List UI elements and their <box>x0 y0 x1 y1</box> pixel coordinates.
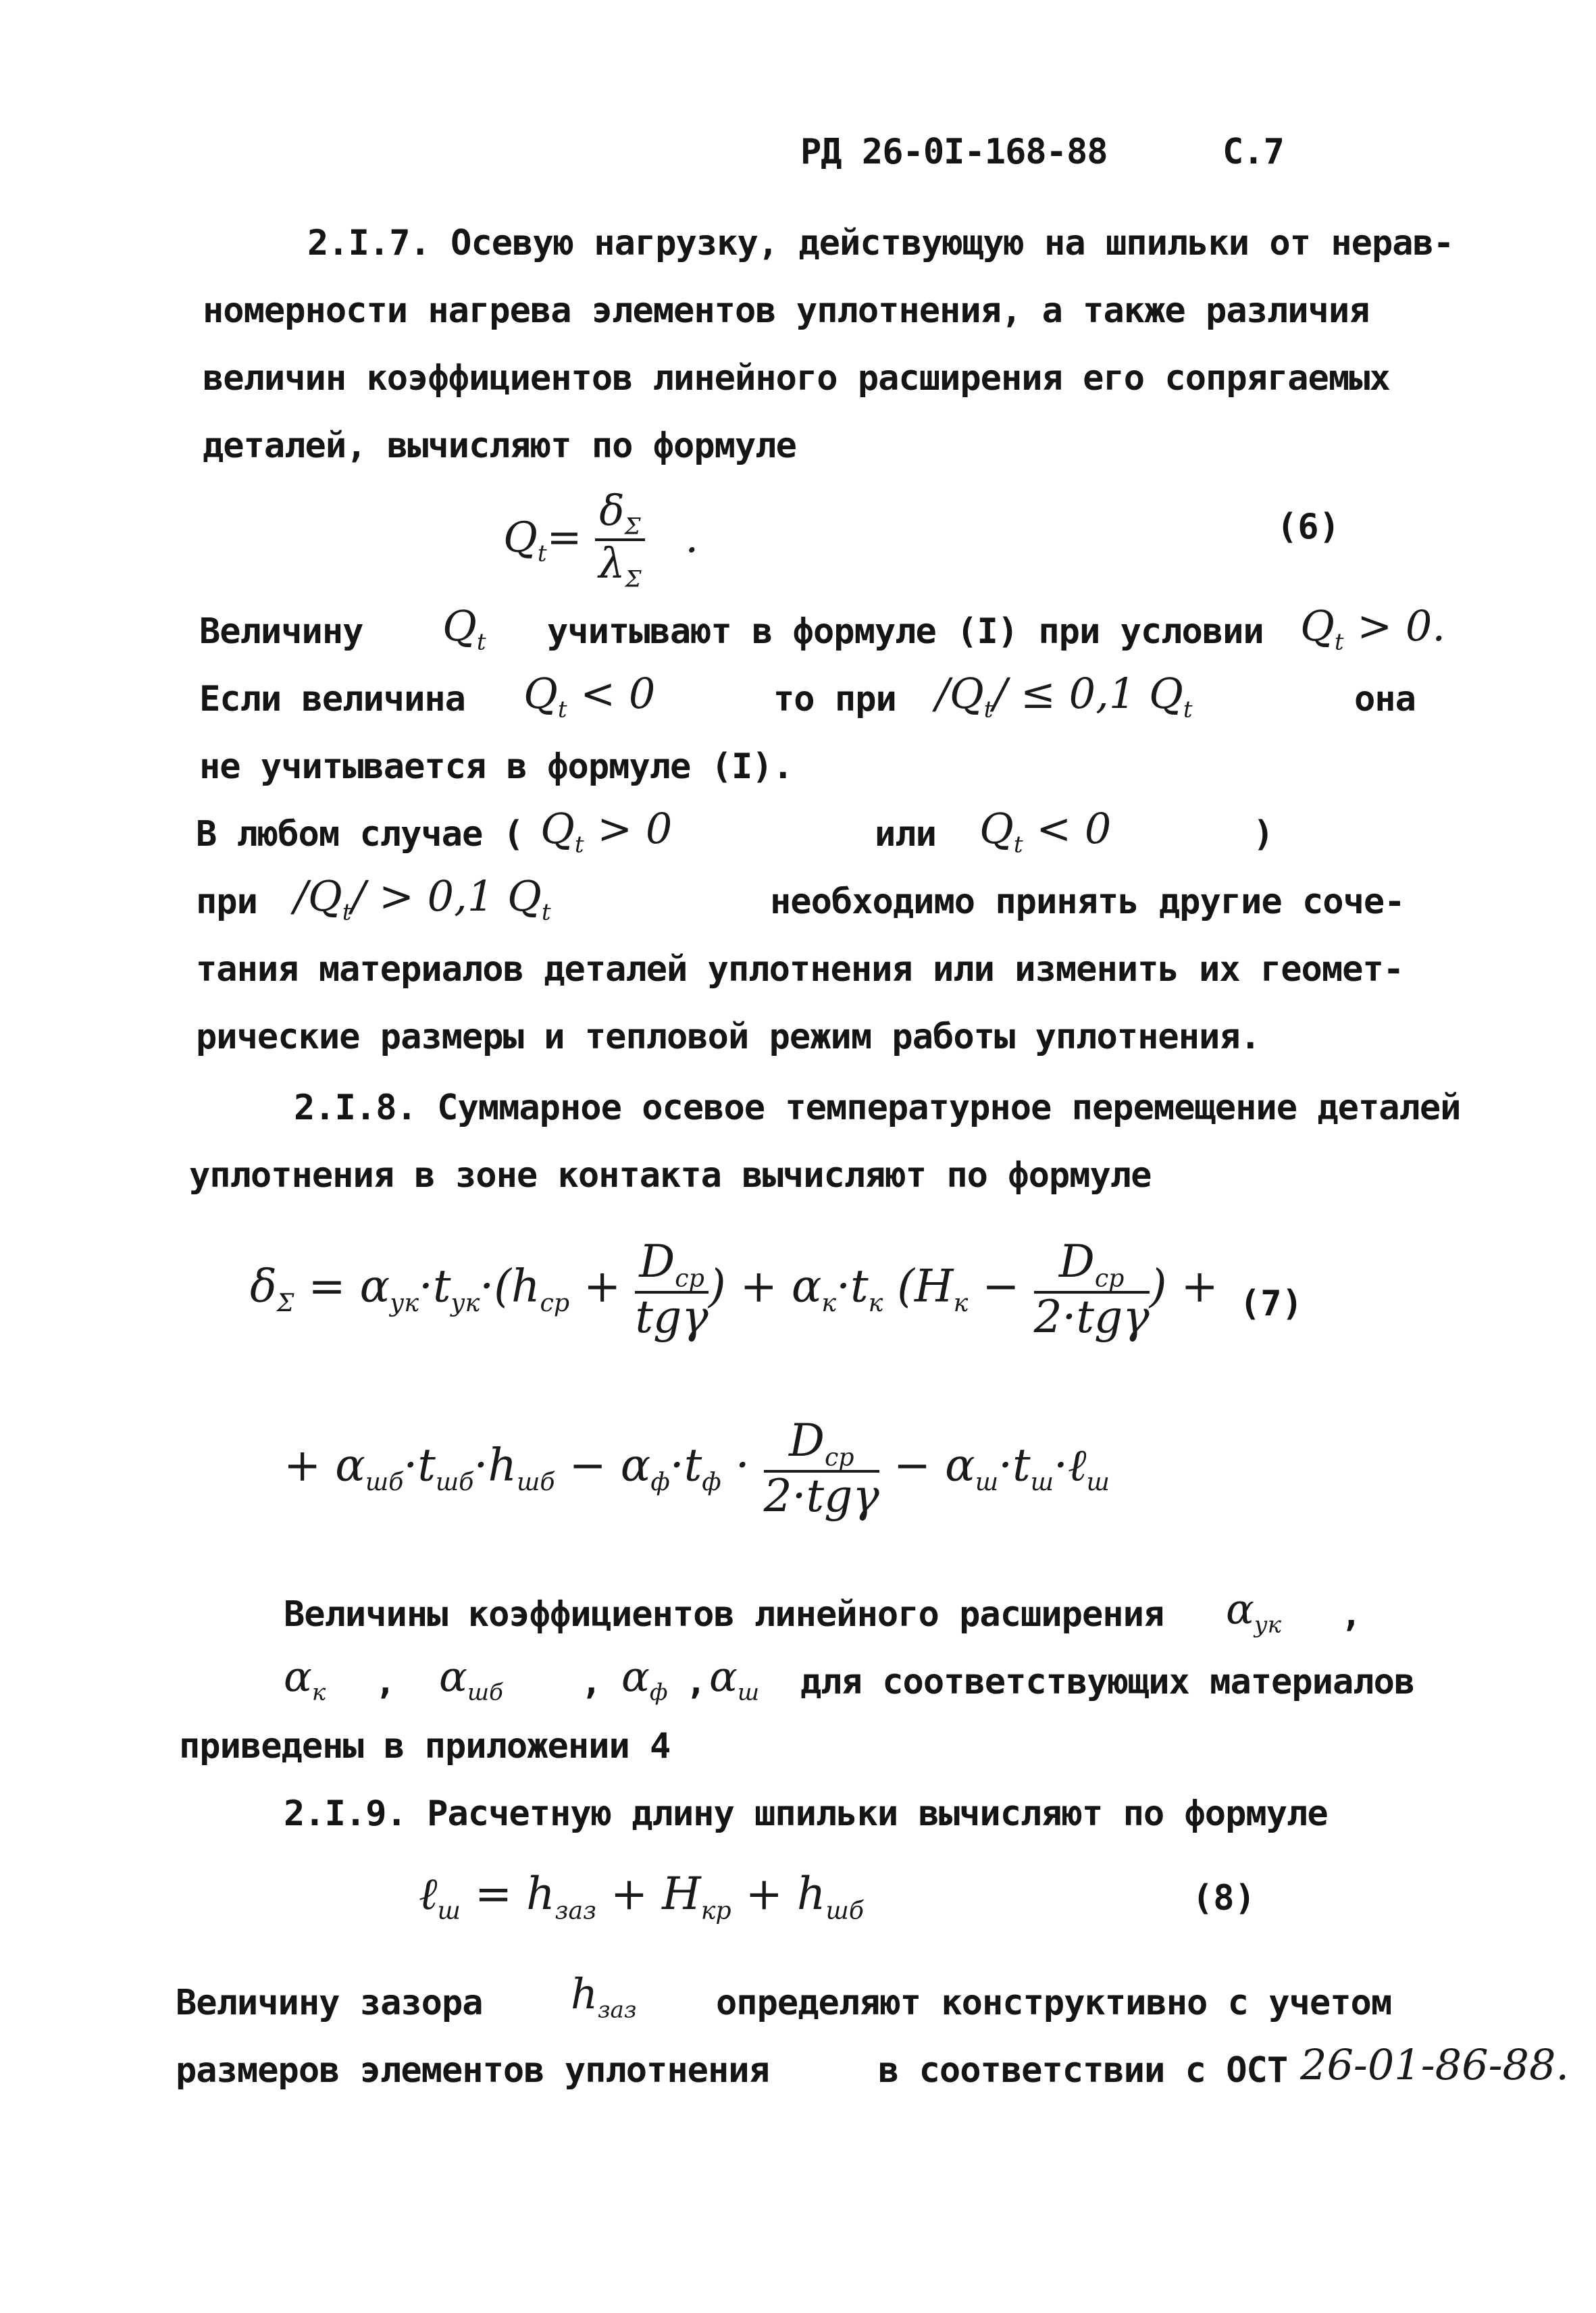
formula-7-fraction-2: $\frac{D_{ср}}{\text{2·tgγ}}$ <box>1033 1236 1150 1343</box>
cond-line-7-text: рические размеры и тепловой режим работы уплотнения. <box>196 1017 1260 1057</box>
coef-alpha-f: $\alpha_ф$ <box>621 1652 668 1706</box>
formula-7-fraction-3: $\frac{D_{ср}}{\text{2·tgγ}}$ <box>763 1415 879 1522</box>
document-code: РД 26-0I-168-88 <box>800 132 1108 172</box>
gap-ost-number: 26-01-86-88. <box>1300 2040 1570 2089</box>
paragraph-2-1-7-line-1: 2.I.7. Осевую нагрузку, действующую на шпильки от нерав- <box>307 223 1454 263</box>
gap-line-2-text: размеров элементов уплотнения <box>176 2050 769 2091</box>
formula-8: ℓ$_ш$ = $h_{заз} + H_{кр} + h_{шб}$ <box>419 1868 864 1925</box>
cond-line-4-formula-1: $Q_t > 0$ <box>540 804 673 859</box>
coef-line-1-text: Величины коэффициентов линейного расширения <box>284 1594 1164 1635</box>
cond-line-5-text: при <box>196 882 257 922</box>
paragraph-2-1-7-line-3: величин коэффициентов линейного расширения его сопрягаемых <box>203 358 1390 399</box>
cond-line-2-formula: $Q_t < 0$ <box>523 669 656 723</box>
gap-line-1-text: Величину зазора <box>176 1983 483 2023</box>
equation-number-7: (7) <box>1239 1283 1303 1324</box>
coef-alpha-shb: $\alpha_{шб}$ <box>439 1652 503 1706</box>
formula-7-line-1: $\delta_\Sigma = \alpha_{ук}\cdot t_{ук}\cdot(h_{ср}$ + $\frac{D_{ср}}{\text{tgγ}}$ ) + $\alpha_к\cdot t_к$ ($H_к$ − $\frac{D_{ср}}{\text{2·tgγ}}$ ) + <box>250 1236 1218 1343</box>
cond-line-1-qt: $Q_t$ <box>442 601 486 656</box>
gap-line-1-text-2: определяют конструктивно с учетом <box>716 1983 1392 2023</box>
coef-comma-3: , <box>581 1662 602 1702</box>
gap-line-2-text-2: в соответствии с ОСТ <box>878 2050 1288 2091</box>
cond-line-1-condition: $Q_t > 0$. <box>1300 601 1446 656</box>
cond-line-2-condition: $/Q_t/ \le 0,1$ $Q_t$ <box>935 669 1193 723</box>
cond-line-6-text: тания материалов деталей уплотнения или изменить их геомет- <box>196 949 1404 990</box>
formula-6: $Q_t=$ $\frac{\delta_\Sigma}{\lambda_\Sigma}$ . <box>503 486 699 593</box>
cond-line-4-formula-2: $Q_t < 0$ <box>979 804 1112 859</box>
paragraph-2-1-8-line-2: уплотнения в зоне контакта вычисляют по формуле <box>189 1155 1152 1196</box>
coef-alpha-k: $\alpha_к$ <box>284 1652 326 1706</box>
paragraph-2-1-9-line-1: 2.I.9. Расчетную длину шпильки вычисляют по формуле <box>284 1794 1328 1834</box>
cond-line-2-text-2: то при <box>773 679 896 719</box>
paragraph-2-1-7-line-4: деталей, вычисляют по формуле <box>203 426 796 466</box>
paragraph-2-1-7-line-2: номерности нагрева элементов уплотнения, а также различия <box>203 290 1370 331</box>
formula-6-fraction: $\frac{\delta_\Sigma}{\lambda_\Sigma}$ <box>595 490 644 592</box>
cond-line-1-text-2: учитывают в формуле (I) при условии <box>547 611 1264 652</box>
cond-line-1-text: Величину <box>199 611 363 652</box>
gap-h-zaz: $h_{заз}$ <box>571 1969 637 2024</box>
cond-line-4-text: В любом случае ( <box>196 814 523 855</box>
coef-comma-4: , <box>686 1662 706 1702</box>
coef-line-2-text: для соответствующих материалов <box>800 1662 1415 1702</box>
formula-7-line-2: + $\alpha_{шб}\cdot t_{шб}\cdot h_{шб} - \alpha_ф\cdot t_ф$ · $\frac{D_{ср}}{\text{2·tgγ}}$ − $\alpha_ш\cdot t_ш\cdot\ell_ш$ <box>284 1415 1110 1522</box>
coef-alpha-uk: $\alpha_{ук}$ <box>1226 1584 1281 1639</box>
cond-line-2-text-3: она <box>1354 679 1416 719</box>
cond-line-4-text-3: ) <box>1253 814 1274 855</box>
cond-line-2-text: Если величина <box>199 679 465 719</box>
cond-line-5-formula: $/Q_t/ > 0,1$ $Q_t$ <box>294 871 551 926</box>
page-number: С.7 <box>1222 132 1284 172</box>
cond-line-4-text-2: или <box>875 814 936 855</box>
equation-number-8: (8) <box>1192 1878 1256 1918</box>
cond-line-3-text: не учитывается в формуле (I). <box>199 746 793 787</box>
coef-comma-1: , <box>1341 1594 1362 1635</box>
coef-line-3-text: приведены в приложении 4 <box>179 1726 671 1766</box>
coef-alpha-sh: $\alpha_ш$ <box>709 1652 760 1706</box>
paragraph-2-1-8-line-1: 2.I.8. Суммарное осевое температурное перемещение деталей <box>294 1088 1461 1128</box>
cond-line-5-text-2: необходимо принять другие соче- <box>770 882 1405 922</box>
coef-comma-2: , <box>375 1662 396 1702</box>
equation-number-6: (6) <box>1277 507 1340 547</box>
formula-7-fraction-1: $\frac{D_{ср}}{\text{tgγ}}$ <box>635 1236 709 1343</box>
